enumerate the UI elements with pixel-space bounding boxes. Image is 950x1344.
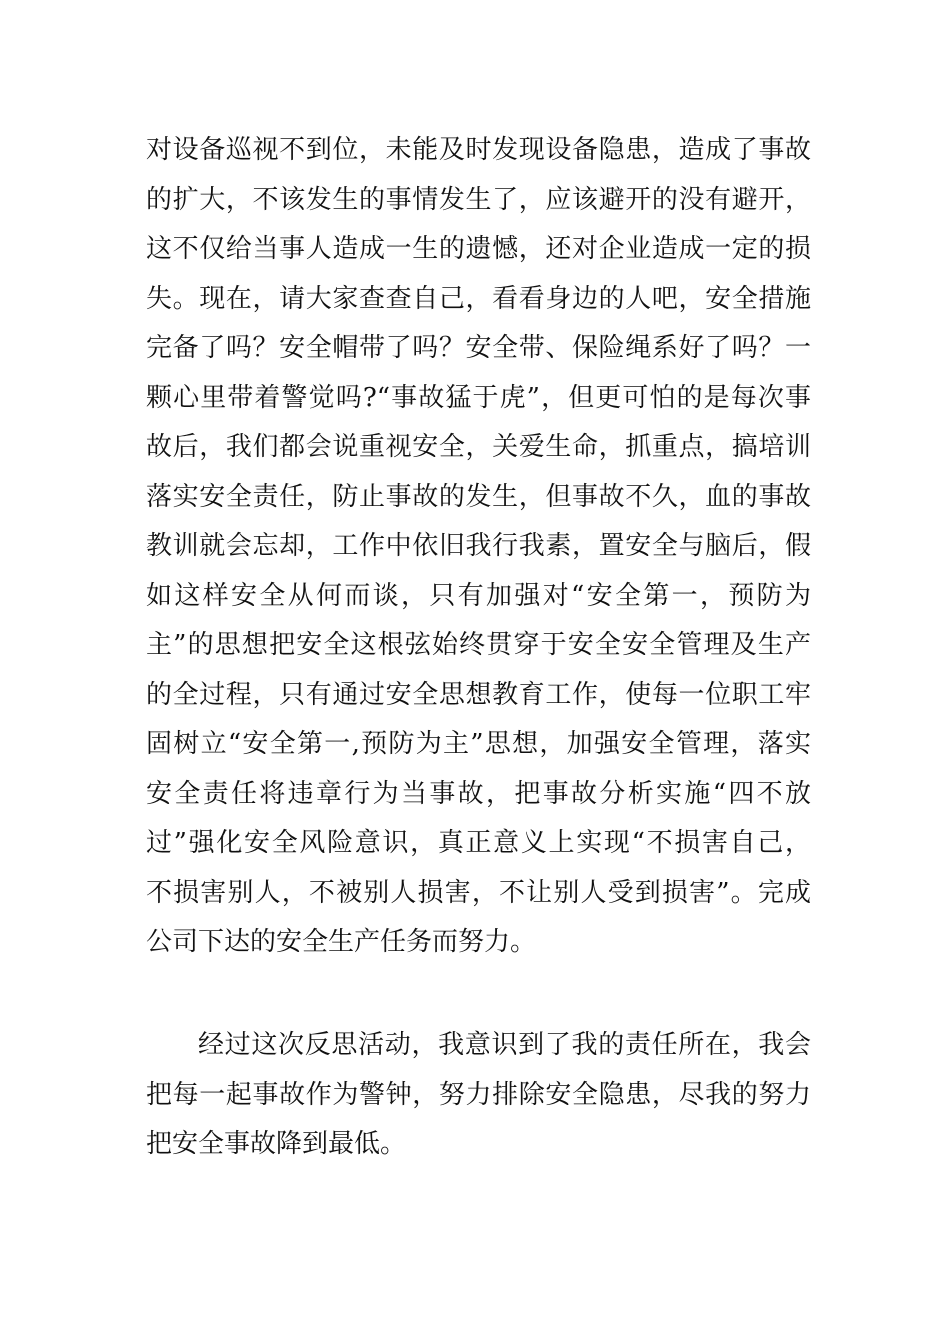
text-line: 颗心里带着警觉吗?“事故猛于虎”，但更可怕的是每次事 — [146, 382, 811, 413]
text-line: 安全责任将违章行为当事故，把事故分析实施“四不放 — [146, 778, 811, 809]
text-line: 这不仅给当事人造成一生的遗憾，还对企业造成一定的损 — [146, 234, 811, 264]
text-line: 把安全事故降到最低。 — [146, 1129, 407, 1159]
text-line: 完备了吗？安全帽带了吗？安全带、保险绳系好了吗？一 — [146, 333, 811, 363]
text-line: 失。现在，请大家查查自己，看看身边的人吧，安全措施 — [146, 283, 811, 314]
text-line: 主”的思想把安全这根弦始终贯穿于安全安全管理及生产 — [146, 630, 811, 660]
text-line: 公司下达的安全生产任务而努力。 — [146, 927, 537, 957]
text-line: 把每一起事故作为警钟，努力排除安全隐患，尽我的努力 — [146, 1079, 811, 1110]
text-line: 固树立“安全第一,预防为主”思想，加强安全管理，落实 — [146, 729, 811, 759]
paragraph-2 — [146, 1021, 811, 1170]
text-line: 的扩大，不该发生的事情发生了，应该避开的没有避开， — [146, 184, 811, 215]
paragraph-1 — [146, 126, 811, 968]
text-line: 不损害别人，不被别人损害，不让别人受到损害”。完成 — [146, 877, 811, 908]
text-line: 落实安全责任，防止事故的发生，但事故不久，血的事故 — [146, 481, 811, 512]
text-line: 如这样安全从何而谈，只有加强对“安全第一，预防为 — [146, 580, 811, 611]
text-line: 故后，我们都会说重视安全，关爱生命，抓重点，搞培训 — [146, 432, 811, 462]
text-line: 经过这次反思活动，我意识到了我的责任所在，我会 — [198, 1030, 811, 1060]
text-line: 对设备巡视不到位，未能及时发现设备隐患，造成了事故 — [146, 135, 811, 165]
text-line: 的全过程，只有通过安全思想教育工作，使每一位职工牢 — [146, 679, 811, 710]
text-line: 过”强化安全风险意识，真正意义上实现“不损害自己， — [146, 828, 811, 858]
text-line: 教训就会忘却，工作中依旧我行我素，置安全与脑后，假 — [146, 531, 811, 561]
